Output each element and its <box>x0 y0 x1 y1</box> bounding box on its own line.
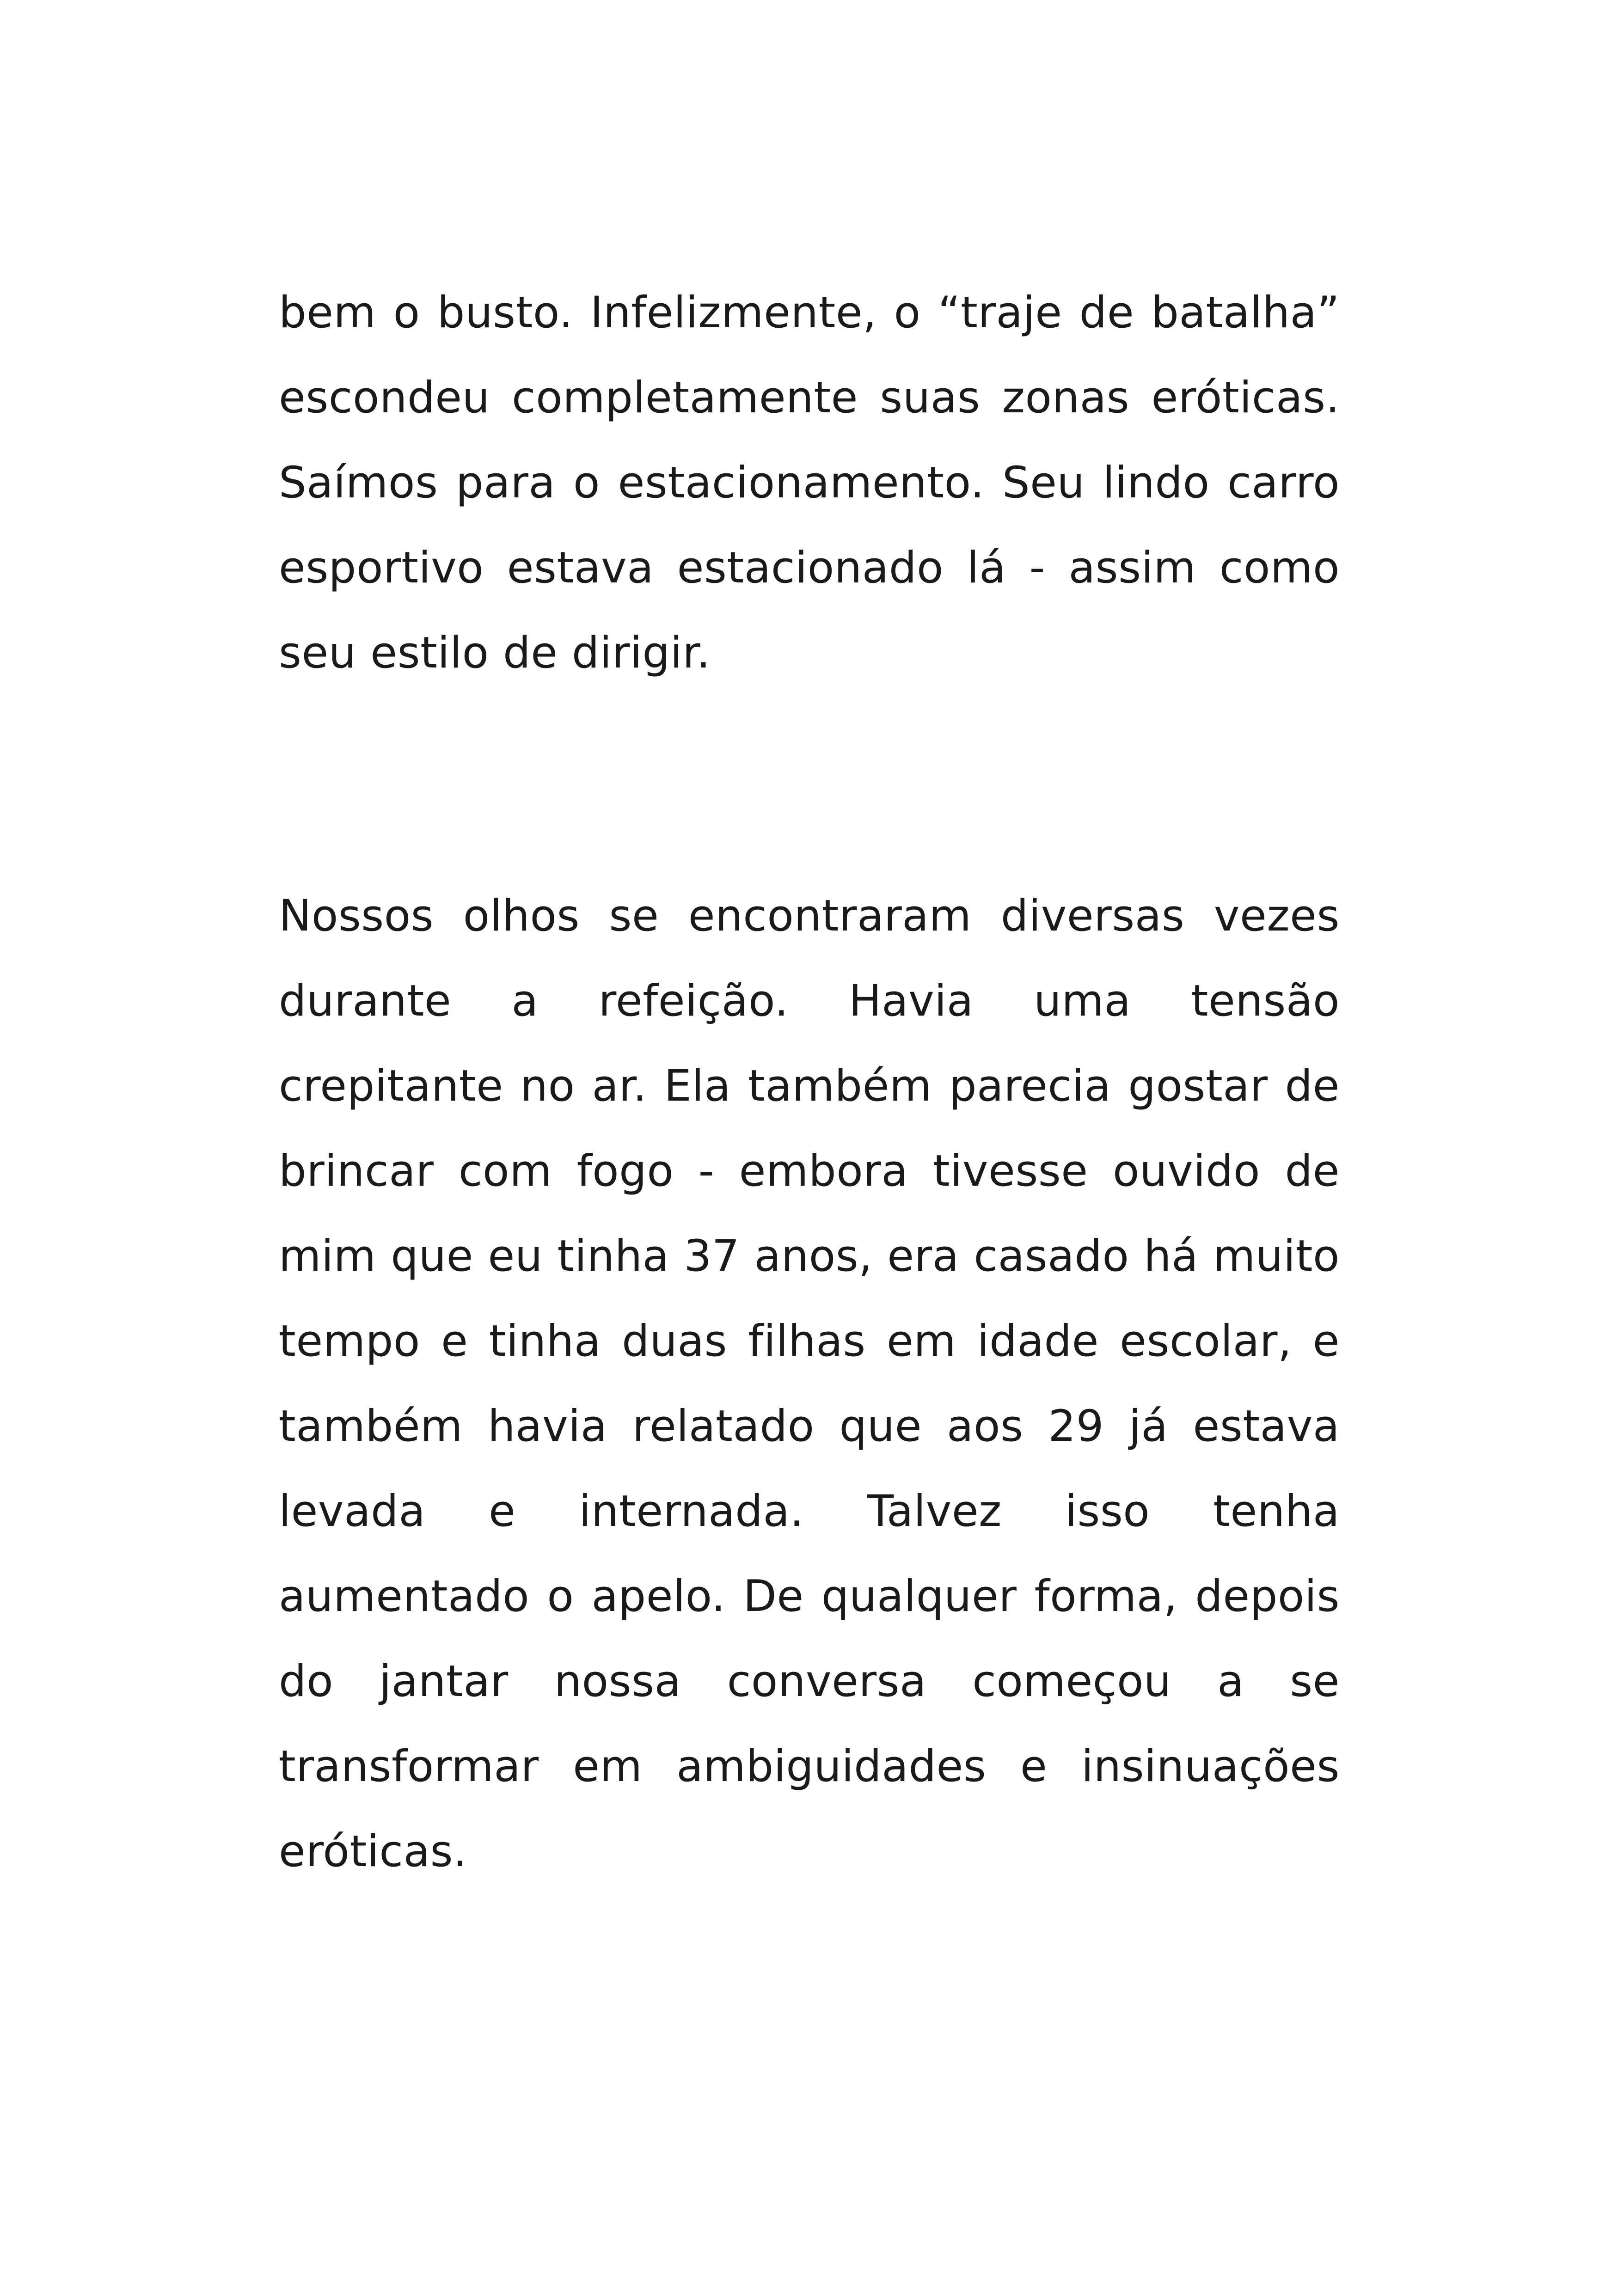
body-paragraph-1: bem o busto. Infelizmente, o “traje de batalha” escondeu completamente suas zonas eróticas. Saímos para o estacionamento. Seu lindo carro esportivo estava estacionado lá - assim como seu estilo de dirigir. <box>279 288 1340 678</box>
body-paragraph-2: Nossos olhos se encontraram diversas vezes durante a refeição. Havia uma tensão crepitante no ar. Ela também parecia gostar de brincar com fogo - embora tivesse ouvido de mim que eu tinha 37 anos, era casado há muito tempo e tinha duas filhas em idade escolar, e também havia relatado que aos 29 já estava levada e internada. Talvez isso tenha aumentado o apelo. De qualquer forma, depois do jantar nossa conversa começou a se transformar em ambiguidades e insinuações eróticas. <box>279 891 1340 1877</box>
